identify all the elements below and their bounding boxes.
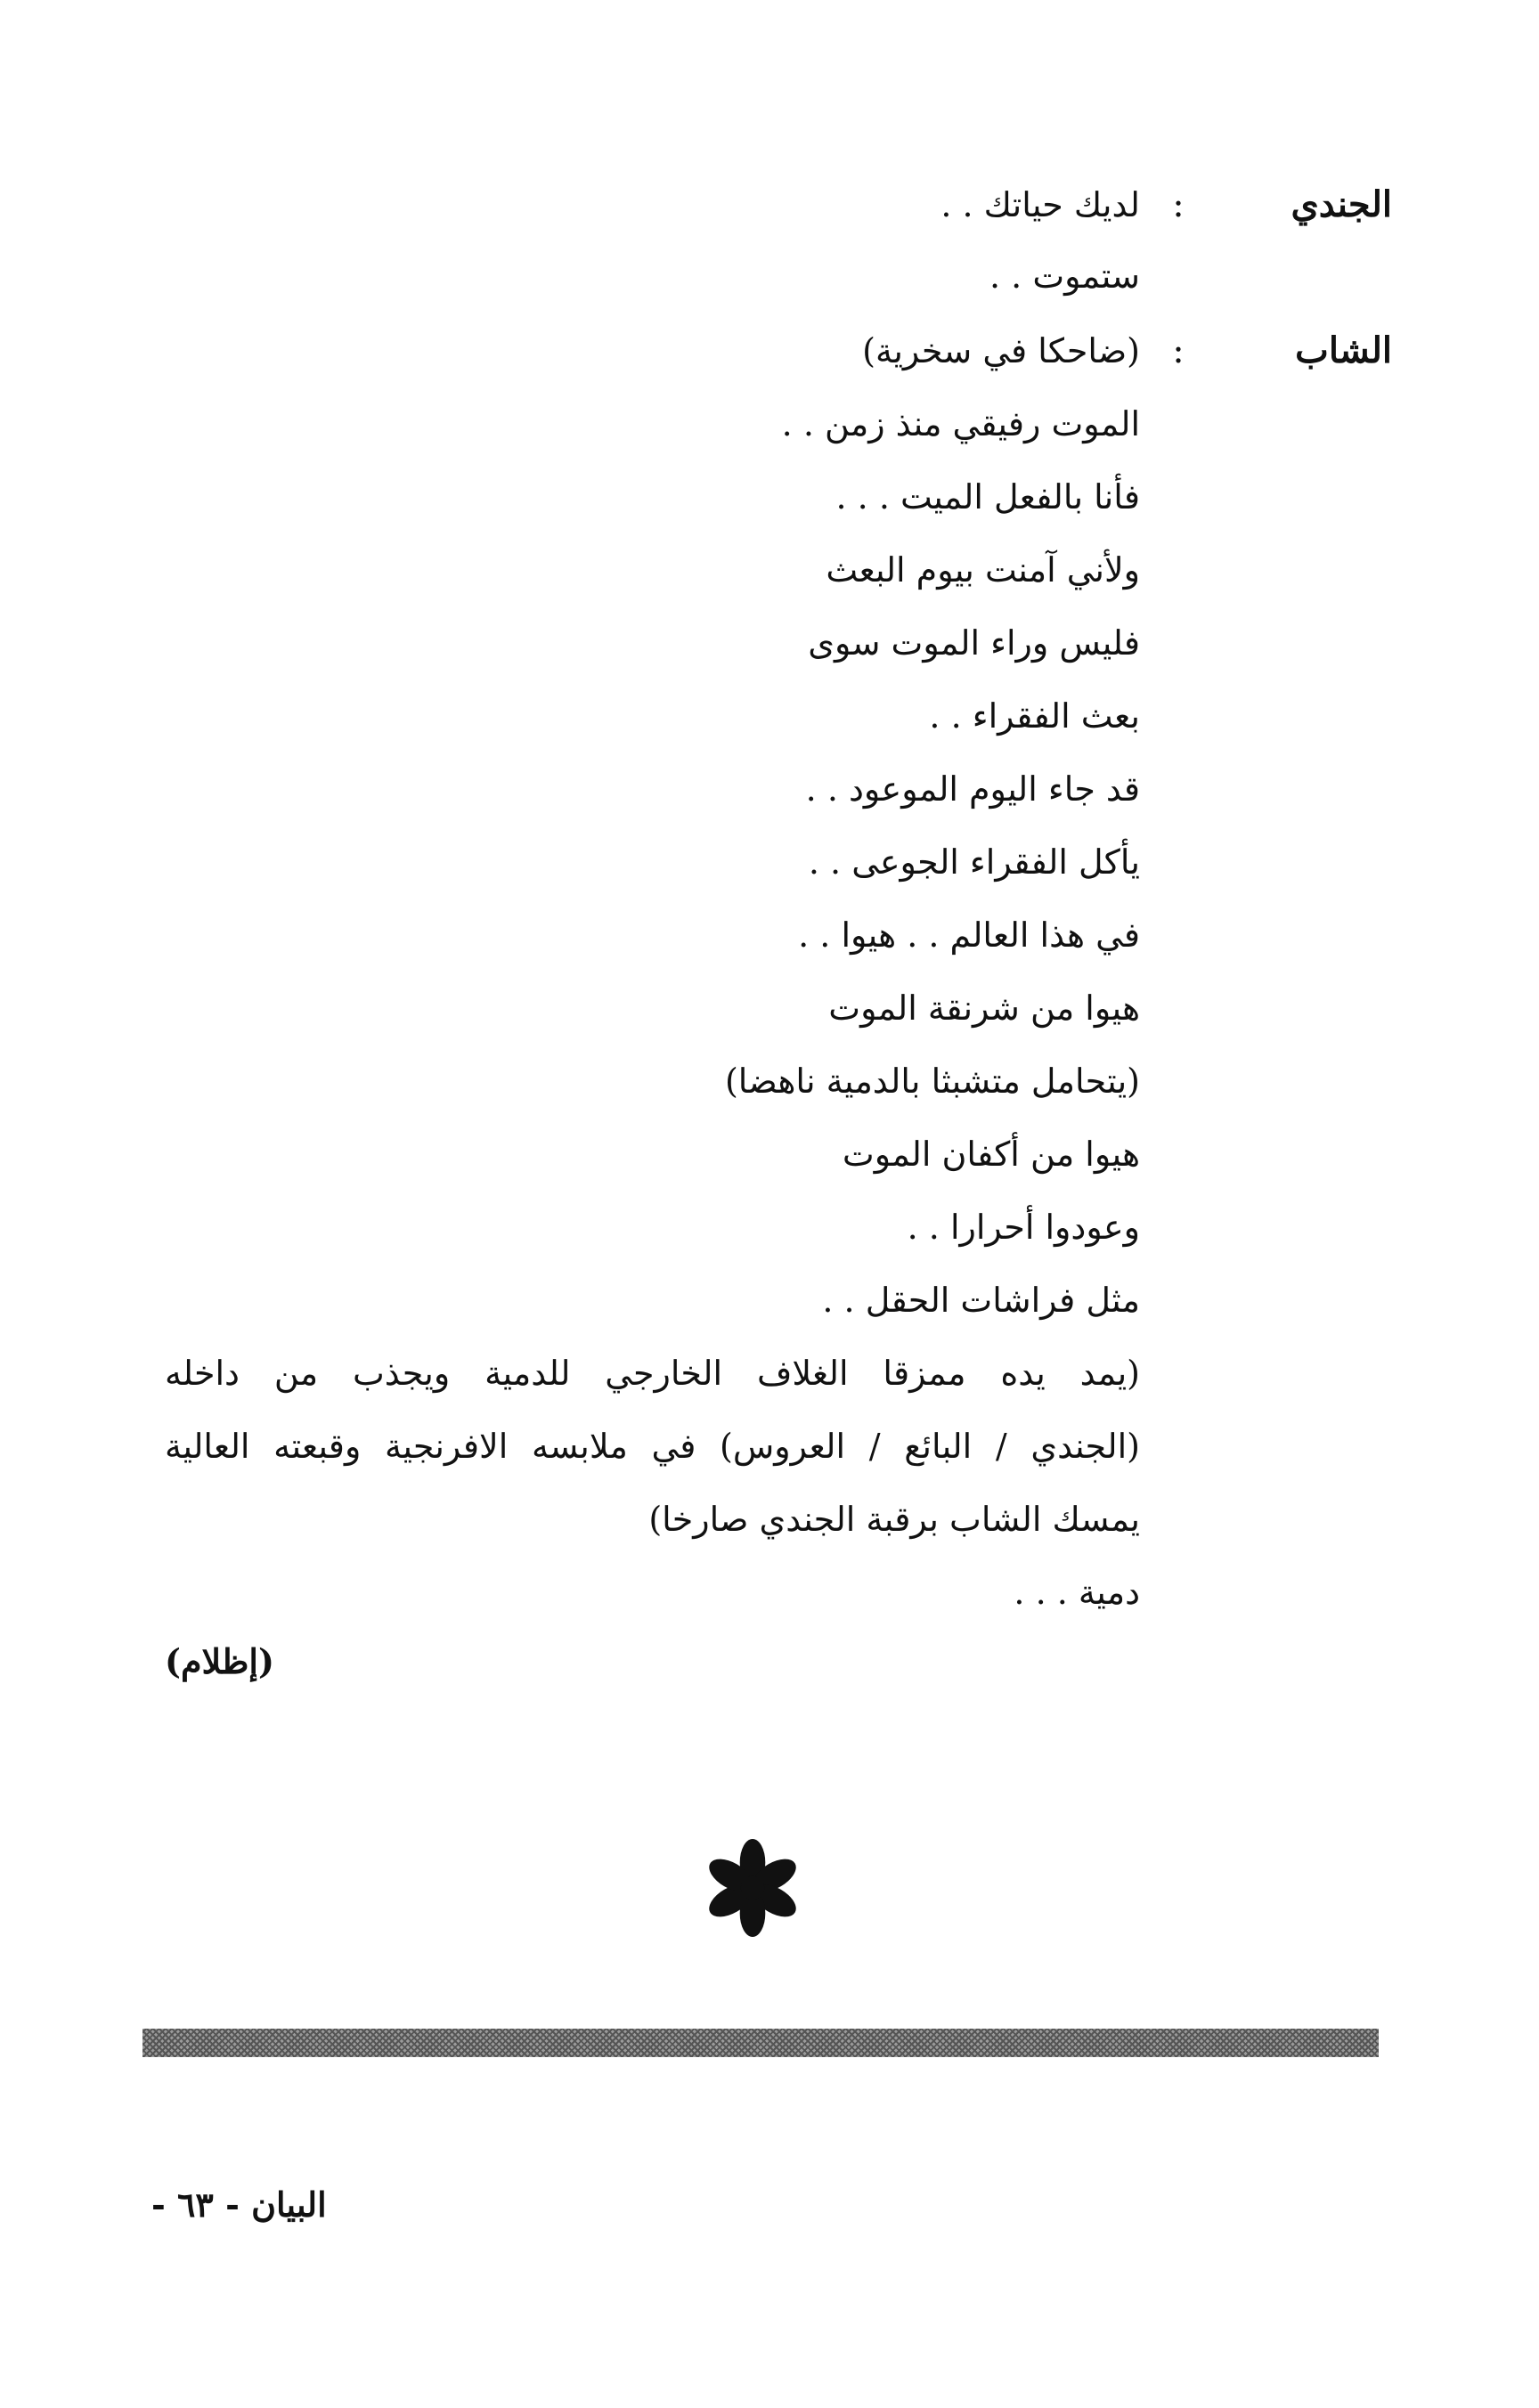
asterisk-icon bbox=[704, 1839, 802, 1937]
stage-direction-line: (يمد يده ممزقا الغلاف الخارجي للدمية ويجذب من داخله bbox=[165, 1354, 1140, 1393]
youth-line: في هذا العالم . . هيوا . . bbox=[798, 915, 1140, 955]
speaker-colon: : bbox=[1172, 184, 1185, 225]
soldier-line: لديك حياتك . . bbox=[940, 185, 1140, 224]
stage-direction-line: يمسك الشاب برقبة الجندي صارخا) bbox=[648, 1500, 1140, 1539]
youth-line: هيوا من أكفان الموت bbox=[842, 1135, 1140, 1174]
youth-line: مثل فراشات الحقل . . bbox=[822, 1281, 1140, 1320]
youth-line: (يتحامل متشبثا بالدمية ناهضا) bbox=[724, 1062, 1140, 1101]
youth-line: يأكل الفقراء الجوعى . . bbox=[808, 842, 1140, 882]
stage-direction-line: (الجندي / البائع / العروس) في ملابسه الافرنجية وقبعته العالية bbox=[165, 1427, 1140, 1466]
youth-line: بعث الفقراء . . bbox=[929, 696, 1140, 736]
curtain-direction: (إظلام) bbox=[165, 1641, 274, 1681]
youth-line: ولأني آمنت بيوم البعث bbox=[826, 550, 1140, 590]
speaker-soldier: الجندي bbox=[1291, 183, 1392, 225]
youth-line: الموت رفيقي منذ زمن . . bbox=[781, 404, 1140, 443]
page-footer: البيان - ٦٣ - bbox=[151, 2184, 327, 2225]
speaker-youth: الشاب bbox=[1295, 329, 1392, 371]
soldier-line: ستموت . . bbox=[989, 256, 1140, 296]
youth-line: فأنا بالفعل الميت . . . bbox=[835, 477, 1140, 517]
youth-line: قد جاء اليوم الموعود . . bbox=[805, 769, 1140, 809]
hatched-divider bbox=[142, 2029, 1379, 2057]
speaker-colon: : bbox=[1172, 330, 1185, 371]
youth-line: هيوا من شرنقة الموت bbox=[828, 988, 1140, 1028]
final-line: دمية . . . bbox=[1014, 1573, 1140, 1612]
youth-line: وعودوا أحرارا . . bbox=[907, 1208, 1140, 1247]
youth-line: فليس وراء الموت سوى bbox=[808, 623, 1140, 663]
youth-line: (ضاحكا في سخرية) bbox=[862, 331, 1140, 370]
